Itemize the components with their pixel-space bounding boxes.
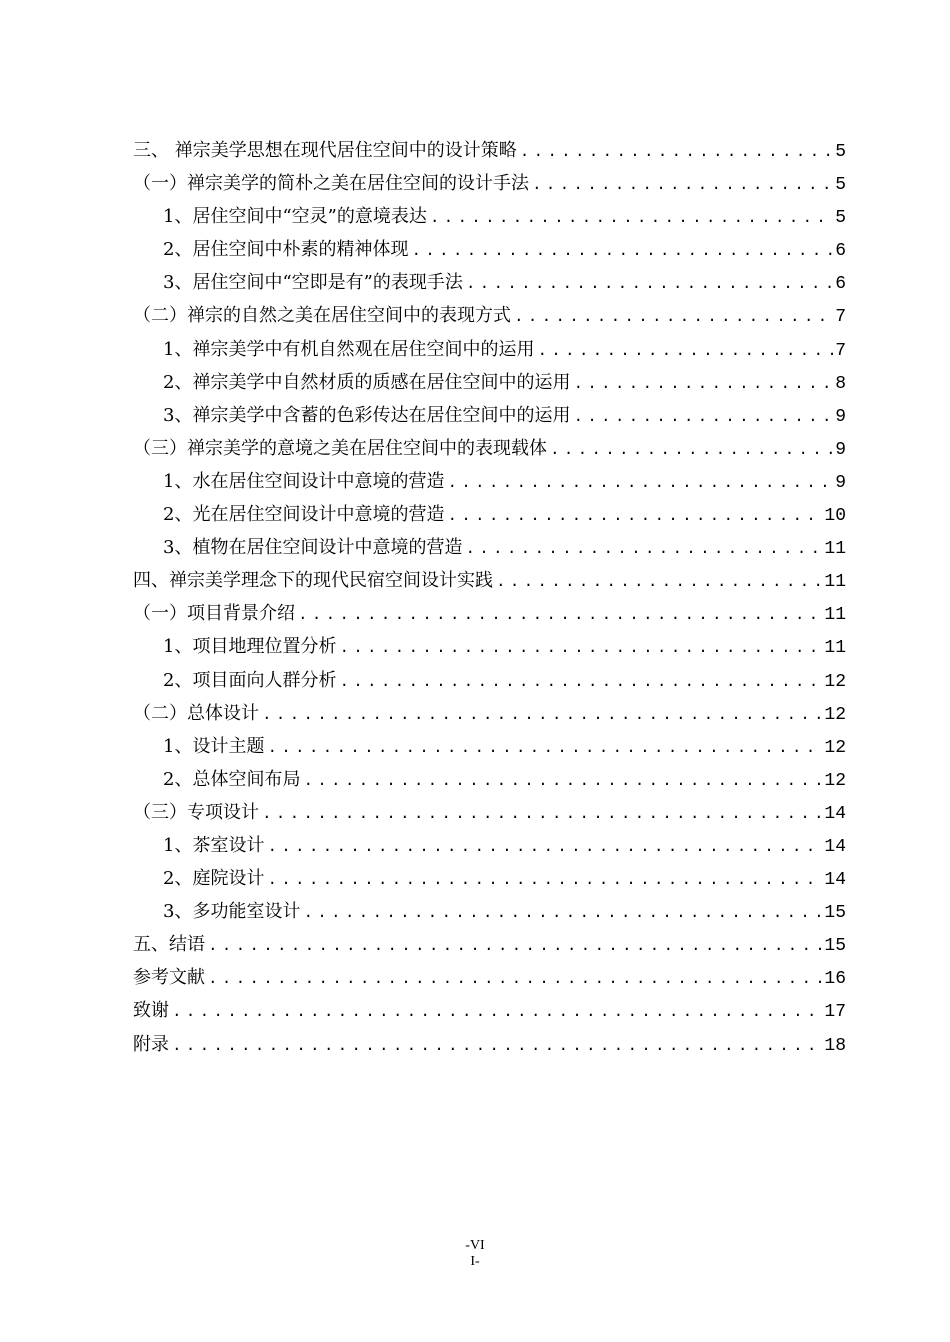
toc-entry[interactable] (133, 200, 846, 233)
toc-entry-page: 5 (835, 208, 846, 229)
toc-entry-label: 3、居住空间中“空即是有”的表现手法 (163, 272, 463, 294)
toc-entry-label: 2、庭院设计 (163, 868, 265, 890)
toc-entry-label: （三）专项设计 (133, 801, 259, 823)
toc-entry-page: 14 (824, 836, 846, 857)
toc-entry[interactable] (133, 333, 846, 366)
toc-entry-label: 3、植物在居住空间设计中意境的营造 (163, 537, 463, 559)
toc-entry-label: （一）项目背景介绍 (133, 603, 295, 625)
toc-entry-page: 18 (824, 1035, 846, 1056)
toc-entry-page: 12 (824, 704, 846, 725)
toc-dot-leader (339, 666, 822, 697)
toc-dot-leader (496, 566, 822, 597)
toc-entry-label: 附录 (133, 1033, 169, 1055)
toc-entry[interactable] (133, 498, 846, 531)
toc-entry-page: 8 (835, 373, 846, 394)
toc-entry[interactable] (133, 597, 846, 630)
toc-dot-leader (208, 930, 822, 961)
toc-dot-leader (303, 765, 822, 796)
toc-entry[interactable] (133, 266, 846, 299)
toc-entry[interactable] (133, 862, 846, 895)
toc-dot-leader (430, 202, 833, 233)
toc-entry-label: 1、茶室设计 (163, 834, 265, 856)
toc-entry-page: 5 (835, 175, 846, 196)
toc-entry[interactable] (133, 134, 846, 167)
toc-entry-label: 三、 禅宗美学思想在现代居住空间中的设计策略 (133, 140, 517, 161)
page-number (0, 1238, 950, 1270)
toc-entry-label: 2、项目面向人群分析 (163, 669, 337, 691)
toc-entry-label: 1、禅宗美学中有机自然观在居住空间中的运用 (163, 338, 535, 360)
toc-entry[interactable] (133, 366, 846, 399)
toc-entry-page: 12 (824, 770, 846, 791)
toc-entry[interactable] (133, 531, 846, 564)
toc-entry-page: 14 (824, 803, 846, 824)
toc-entry[interactable] (133, 994, 846, 1027)
toc-dot-leader (532, 169, 833, 200)
toc-entry-page: 11 (824, 605, 846, 626)
toc-entry-label: （二）总体设计 (133, 702, 259, 724)
toc-entry-label: 1、设计主题 (163, 735, 265, 757)
toc-entry-page: 11 (824, 638, 846, 659)
toc-entry-label: 2、总体空间布局 (163, 768, 301, 790)
toc-dot-leader (466, 268, 833, 299)
toc-entry-page: 12 (824, 671, 846, 692)
toc-dot-leader (208, 963, 822, 994)
toc-dot-leader (537, 335, 833, 366)
toc-entry[interactable] (133, 630, 846, 663)
toc-dot-leader (550, 434, 833, 465)
toc-entry[interactable] (133, 796, 846, 829)
toc-entry-page: 12 (824, 737, 846, 758)
toc-entry-page: 10 (824, 506, 846, 527)
toc-entry-label: 2、光在居住空间设计中意境的营造 (163, 504, 445, 526)
toc-entry-page: 14 (824, 870, 846, 891)
toc-entry[interactable] (133, 895, 846, 928)
toc-dot-leader (573, 368, 833, 399)
table-of-contents (133, 134, 846, 1061)
page-number-line-1: -VI (465, 1238, 485, 1253)
page-number-line-2: I- (470, 1254, 480, 1269)
toc-entry-label: 1、项目地理位置分析 (163, 636, 337, 658)
toc-entry[interactable] (133, 1028, 846, 1061)
toc-entry-label: （一）禅宗美学的简朴之美在居住空间的设计手法 (133, 173, 529, 195)
toc-entry-label: 五、结语 (133, 934, 205, 956)
toc-entry-page: 9 (835, 406, 846, 427)
toc-dot-leader (520, 136, 833, 167)
toc-dot-leader (303, 897, 822, 928)
toc-entry[interactable] (133, 465, 846, 498)
toc-dot-leader (411, 235, 833, 266)
toc-entry-label: 参考文献 (133, 967, 205, 989)
toc-dot-leader (172, 1030, 822, 1061)
toc-entry-label: 1、居住空间中“空灵”的意境表达 (163, 206, 427, 228)
toc-entry[interactable] (133, 961, 846, 994)
toc-entry-page: 11 (824, 539, 846, 560)
toc-entry-page: 15 (824, 936, 846, 957)
toc-entry-label: 1、水在居住空间设计中意境的营造 (163, 470, 445, 492)
toc-entry-label: 致谢 (133, 1000, 169, 1022)
toc-entry[interactable] (133, 167, 846, 200)
toc-entry[interactable] (133, 730, 846, 763)
toc-entry[interactable] (133, 299, 846, 332)
toc-entry[interactable] (133, 399, 846, 432)
toc-dot-leader (267, 831, 822, 862)
toc-entry-page: 17 (824, 1002, 846, 1023)
toc-entry-page: 7 (835, 307, 846, 328)
toc-entry-label: 2、禅宗美学中自然材质的质感在居住空间中的运用 (163, 371, 571, 393)
toc-dot-leader (514, 301, 833, 332)
toc-entry-page: 16 (824, 969, 846, 990)
toc-dot-leader (573, 401, 833, 432)
toc-entry[interactable] (133, 928, 846, 961)
toc-entry-page: 9 (835, 439, 846, 460)
toc-entry-label: 3、多功能室设计 (163, 901, 301, 923)
toc-dot-leader (465, 533, 822, 564)
toc-entry[interactable] (133, 432, 846, 465)
toc-entry[interactable] (133, 664, 846, 697)
toc-dot-leader (262, 699, 822, 730)
toc-entry-page: 6 (835, 241, 846, 262)
toc-dot-leader (339, 632, 822, 663)
toc-entry-label: （三）禅宗美学的意境之美在居住空间中的表现载体 (133, 437, 547, 459)
toc-entry[interactable] (133, 564, 846, 597)
toc-dot-leader (447, 500, 822, 531)
toc-entry-page: 5 (835, 142, 846, 162)
toc-entry[interactable] (133, 233, 846, 266)
toc-dot-leader (262, 798, 822, 829)
toc-entry[interactable] (133, 697, 846, 730)
toc-entry-page: 6 (835, 274, 846, 295)
toc-dot-leader (447, 467, 833, 498)
toc-entry-label: 四、禅宗美学理念下的现代民宿空间设计实践 (133, 570, 493, 592)
toc-entry-label: 2、居住空间中朴素的精神体现 (163, 239, 409, 261)
toc-dot-leader (267, 732, 822, 763)
toc-entry[interactable] (133, 763, 846, 796)
toc-entry-page: 15 (824, 903, 846, 924)
toc-entry-page: 9 (835, 472, 846, 493)
toc-dot-leader (267, 864, 822, 895)
toc-entry[interactable] (133, 829, 846, 862)
toc-entry-page: 7 (835, 340, 846, 361)
toc-entry-label: （二）禅宗的自然之美在居住空间中的表现方式 (133, 305, 511, 327)
toc-entry-page: 11 (824, 572, 846, 593)
toc-dot-leader (172, 996, 822, 1027)
toc-entry-label: 3、禅宗美学中含蓄的色彩传达在居住空间中的运用 (163, 404, 571, 426)
toc-dot-leader (298, 599, 822, 630)
